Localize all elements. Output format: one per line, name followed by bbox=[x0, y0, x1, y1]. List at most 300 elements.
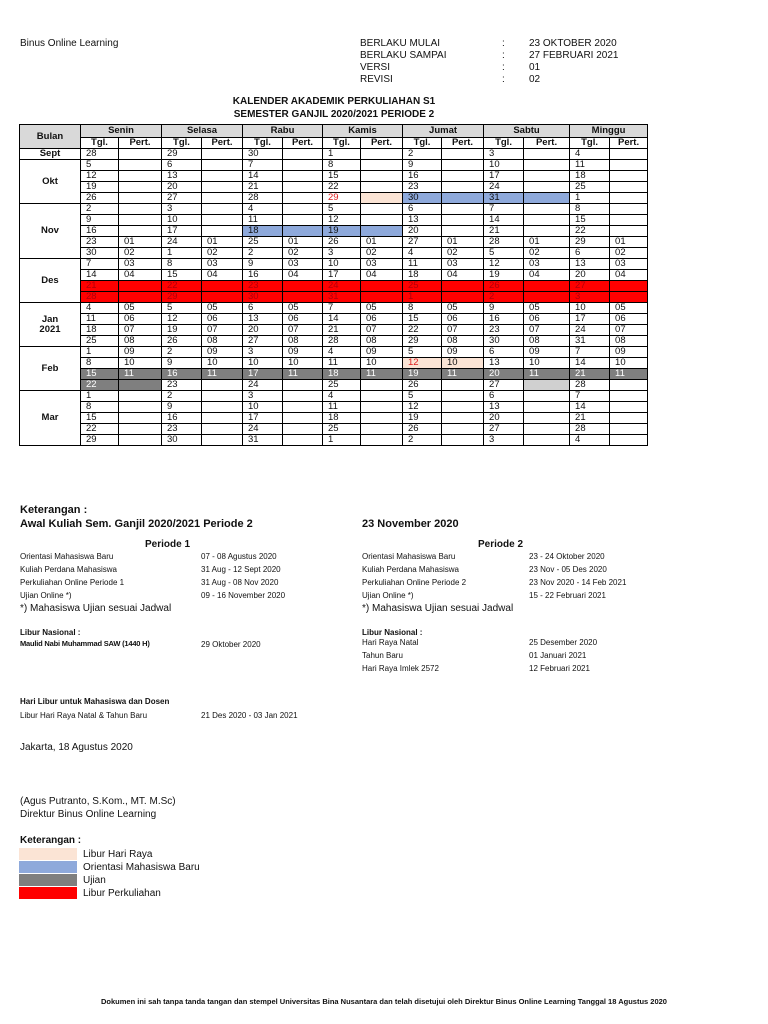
pertemuan-cell bbox=[283, 149, 323, 160]
pertemuan-cell: 07 bbox=[610, 325, 648, 336]
periode1-title: Periode 1 bbox=[145, 539, 191, 550]
pertemuan-cell bbox=[283, 204, 323, 215]
libur-nasional-2-item-label: Tahun Baru bbox=[362, 651, 403, 660]
pert-header: Pert. bbox=[283, 138, 323, 149]
pertemuan-cell bbox=[361, 380, 403, 391]
date-cell: 27 bbox=[162, 193, 202, 204]
pertemuan-cell bbox=[442, 160, 484, 171]
date-cell: 23 bbox=[243, 281, 283, 292]
periode1-item-value: 09 - 16 November 2020 bbox=[201, 591, 286, 600]
date-cell: 16 bbox=[162, 369, 202, 380]
date-cell: 26 bbox=[323, 237, 361, 248]
info-label: VERSI bbox=[360, 62, 391, 73]
day-header: Sabtu bbox=[484, 125, 570, 138]
date-cell: 4 bbox=[323, 391, 361, 402]
pertemuan-cell bbox=[283, 182, 323, 193]
pertemuan-cell bbox=[361, 413, 403, 424]
pertemuan-cell bbox=[524, 413, 570, 424]
pertemuan-cell bbox=[442, 424, 484, 435]
date-cell: 18 bbox=[323, 413, 361, 424]
info-sep: : bbox=[502, 38, 505, 49]
pertemuan-cell bbox=[119, 413, 162, 424]
date-cell: 24 bbox=[243, 424, 283, 435]
date-cell: 18 bbox=[323, 369, 361, 380]
date-cell: 19 bbox=[403, 413, 442, 424]
libur-nasional-2-item-value: 01 Januari 2021 bbox=[529, 651, 587, 660]
date-cell: 28 bbox=[484, 237, 524, 248]
pertemuan-cell bbox=[442, 292, 484, 303]
pertemuan-cell bbox=[202, 380, 243, 391]
date-cell: 11 bbox=[403, 259, 442, 270]
pertemuan-cell bbox=[283, 435, 323, 446]
pertemuan-cell: 10 bbox=[442, 358, 484, 369]
footer-note: Dokumen ini sah tanpa tanda tangan dan stempel Universitas Bina Nusantara dan telah disetujui oleh Direktur Binus Online Learning Tanggal 18 Agustus 2020 bbox=[101, 997, 667, 1006]
pertemuan-cell bbox=[361, 182, 403, 193]
pertemuan-cell bbox=[202, 149, 243, 160]
pertemuan-cell bbox=[610, 281, 648, 292]
date-cell: 17 bbox=[323, 270, 361, 281]
date-cell: 1 bbox=[323, 149, 361, 160]
pertemuan-cell bbox=[524, 149, 570, 160]
date-cell: 8 bbox=[162, 259, 202, 270]
pertemuan-cell bbox=[283, 160, 323, 171]
date-cell: 24 bbox=[323, 281, 361, 292]
pertemuan-cell: 02 bbox=[202, 248, 243, 259]
date-cell: 8 bbox=[403, 303, 442, 314]
pertemuan-cell bbox=[283, 226, 323, 237]
periode2-title: Periode 2 bbox=[478, 539, 524, 550]
date-cell: 13 bbox=[484, 358, 524, 369]
periode2-item-label: Kuliah Perdana Mahasiswa bbox=[362, 565, 459, 574]
pertemuan-cell bbox=[361, 160, 403, 171]
tgl-header: Tgl. bbox=[484, 138, 524, 149]
date-cell: 10 bbox=[484, 160, 524, 171]
month-label: Nov bbox=[20, 204, 81, 259]
date-cell: 7 bbox=[323, 303, 361, 314]
date-cell: 12 bbox=[162, 314, 202, 325]
date-cell: 27 bbox=[243, 336, 283, 347]
pertemuan-cell bbox=[442, 391, 484, 402]
pertemuan-cell: 05 bbox=[119, 303, 162, 314]
day-header: Kamis bbox=[323, 125, 403, 138]
calendar-subtitle: SEMESTER GANJIL 2020/2021 PERIODE 2 bbox=[233, 109, 435, 120]
pertemuan-cell: 06 bbox=[283, 314, 323, 325]
pertemuan-cell: 04 bbox=[361, 270, 403, 281]
date-cell: 12 bbox=[403, 358, 442, 369]
pertemuan-cell: 02 bbox=[524, 248, 570, 259]
pertemuan-cell bbox=[202, 391, 243, 402]
date-cell: 3 bbox=[243, 347, 283, 358]
date-cell: 28 bbox=[81, 149, 119, 160]
info-label: REVISI bbox=[360, 74, 393, 85]
pertemuan-cell: 03 bbox=[283, 259, 323, 270]
date-cell: 23 bbox=[484, 325, 524, 336]
pertemuan-cell bbox=[202, 215, 243, 226]
pertemuan-cell: 01 bbox=[202, 237, 243, 248]
date-cell: 29 bbox=[162, 292, 202, 303]
calendar-title: KALENDER AKADEMIK PERKULIAHAN S1 bbox=[232, 96, 436, 107]
libur-nasional-2-item-value: 12 Februari 2021 bbox=[529, 664, 590, 673]
date-cell: 26 bbox=[162, 336, 202, 347]
pertemuan-cell: 08 bbox=[202, 336, 243, 347]
pertemuan-cell bbox=[442, 204, 484, 215]
pertemuan-cell: 03 bbox=[442, 259, 484, 270]
date-cell: 12 bbox=[403, 402, 442, 413]
pertemuan-cell: 02 bbox=[119, 248, 162, 259]
date-cell: 3 bbox=[243, 391, 283, 402]
date-cell: 17 bbox=[243, 413, 283, 424]
date-cell: 21 bbox=[484, 226, 524, 237]
date-cell: 15 bbox=[162, 270, 202, 281]
date-cell: 20 bbox=[570, 270, 610, 281]
hari-libur-value: 21 Des 2020 - 03 Jan 2021 bbox=[201, 711, 298, 720]
pertemuan-cell: 04 bbox=[610, 270, 648, 281]
pertemuan-cell: 06 bbox=[610, 314, 648, 325]
pertemuan-cell bbox=[202, 413, 243, 424]
info-value: 27 FEBRUARI 2021 bbox=[529, 50, 619, 61]
pertemuan-cell: 03 bbox=[361, 259, 403, 270]
pertemuan-cell: 06 bbox=[361, 314, 403, 325]
date-cell: 8 bbox=[323, 160, 361, 171]
pertemuan-cell bbox=[202, 182, 243, 193]
date-cell: 26 bbox=[484, 281, 524, 292]
month-label: Jan 2021 bbox=[20, 303, 81, 347]
periode1-item-label: Ujian Online *) bbox=[20, 591, 72, 600]
date-cell: 30 bbox=[162, 435, 202, 446]
date-cell: 29 bbox=[323, 193, 361, 204]
pertemuan-cell: 06 bbox=[119, 314, 162, 325]
info-value: 02 bbox=[529, 74, 541, 85]
pertemuan-cell bbox=[283, 193, 323, 204]
date-cell: 9 bbox=[162, 358, 202, 369]
pertemuan-cell: 08 bbox=[119, 336, 162, 347]
date-cell: 16 bbox=[162, 413, 202, 424]
periode1-item-label: Perkuliahan Online Periode 1 bbox=[20, 578, 125, 587]
pertemuan-cell: 04 bbox=[202, 270, 243, 281]
pertemuan-cell bbox=[610, 193, 648, 204]
date-cell: 3 bbox=[484, 435, 524, 446]
info-value: 23 OKTOBER 2020 bbox=[529, 38, 617, 49]
pertemuan-cell: 01 bbox=[442, 237, 484, 248]
pertemuan-cell: 08 bbox=[442, 336, 484, 347]
tgl-header: Tgl. bbox=[403, 138, 442, 149]
pertemuan-cell bbox=[119, 281, 162, 292]
date-cell: 15 bbox=[81, 413, 119, 424]
pertemuan-cell: 10 bbox=[119, 358, 162, 369]
pertemuan-cell bbox=[202, 226, 243, 237]
pertemuan-cell bbox=[610, 380, 648, 391]
date-cell: 14 bbox=[323, 314, 361, 325]
pertemuan-cell: 02 bbox=[610, 248, 648, 259]
pertemuan-cell: 08 bbox=[283, 336, 323, 347]
tgl-header: Tgl. bbox=[570, 138, 610, 149]
date-cell: 19 bbox=[403, 369, 442, 380]
date-cell: 13 bbox=[403, 215, 442, 226]
pertemuan-cell bbox=[202, 281, 243, 292]
date-cell: 2 bbox=[243, 248, 283, 259]
pertemuan-cell bbox=[524, 435, 570, 446]
pertemuan-cell: 09 bbox=[202, 347, 243, 358]
pertemuan-cell bbox=[610, 149, 648, 160]
date-cell: 7 bbox=[570, 347, 610, 358]
date-cell: 6 bbox=[484, 391, 524, 402]
pertemuan-cell bbox=[610, 171, 648, 182]
date-cell: 27 bbox=[484, 424, 524, 435]
date-cell: 3 bbox=[323, 248, 361, 259]
pertemuan-cell: 08 bbox=[361, 336, 403, 347]
pertemuan-cell bbox=[283, 413, 323, 424]
pertemuan-cell bbox=[283, 380, 323, 391]
date-cell: 28 bbox=[81, 292, 119, 303]
date-cell: 31 bbox=[570, 336, 610, 347]
periode2-item-label: Perkuliahan Online Periode 2 bbox=[362, 578, 467, 587]
doc-info-block bbox=[360, 38, 649, 85]
date-cell: 5 bbox=[162, 303, 202, 314]
month-label: Sept bbox=[20, 149, 81, 160]
date-cell: 21 bbox=[570, 369, 610, 380]
pertemuan-cell: 09 bbox=[524, 347, 570, 358]
date-cell: 12 bbox=[484, 259, 524, 270]
pertemuan-cell bbox=[119, 193, 162, 204]
pertemuan-cell bbox=[524, 226, 570, 237]
tgl-header: Tgl. bbox=[323, 138, 361, 149]
pertemuan-cell: 01 bbox=[610, 237, 648, 248]
periode2-item-value: 23 Nov 2020 - 14 Feb 2021 bbox=[529, 578, 627, 587]
pertemuan-cell: 02 bbox=[442, 248, 484, 259]
pertemuan-cell bbox=[524, 215, 570, 226]
date-cell: 16 bbox=[243, 270, 283, 281]
date-cell: 19 bbox=[81, 182, 119, 193]
pertemuan-cell: 07 bbox=[361, 325, 403, 336]
legend-swatch-ujian bbox=[19, 874, 77, 886]
pertemuan-cell bbox=[442, 413, 484, 424]
pertemuan-cell bbox=[610, 435, 648, 446]
date-cell: 5 bbox=[403, 391, 442, 402]
periode1-item-value: 07 - 08 Agustus 2020 bbox=[201, 552, 277, 561]
pertemuan-cell bbox=[524, 281, 570, 292]
date-cell: 20 bbox=[484, 369, 524, 380]
pertemuan-cell: 03 bbox=[119, 259, 162, 270]
pertemuan-cell: 04 bbox=[442, 270, 484, 281]
date-cell: 10 bbox=[570, 303, 610, 314]
legend-swatch-orientasi bbox=[19, 861, 77, 873]
pertemuan-cell bbox=[283, 391, 323, 402]
date-cell: 24 bbox=[570, 325, 610, 336]
pertemuan-cell: 01 bbox=[361, 237, 403, 248]
date-cell: 2 bbox=[162, 391, 202, 402]
legend-swatch-libur-hari-raya bbox=[19, 848, 77, 860]
pertemuan-cell bbox=[524, 204, 570, 215]
date-cell: 24 bbox=[162, 237, 202, 248]
pertemuan-cell bbox=[202, 204, 243, 215]
date-cell: 8 bbox=[81, 402, 119, 413]
pertemuan-cell: 11 bbox=[202, 369, 243, 380]
date-cell: 15 bbox=[403, 314, 442, 325]
pertemuan-cell bbox=[283, 424, 323, 435]
date-cell: 17 bbox=[162, 226, 202, 237]
date-cell: 6 bbox=[403, 204, 442, 215]
pertemuan-cell bbox=[119, 435, 162, 446]
date-cell: 10 bbox=[162, 215, 202, 226]
pertemuan-cell bbox=[361, 281, 403, 292]
tgl-header: Tgl. bbox=[162, 138, 202, 149]
libur-nasional-1-title: Libur Nasional : bbox=[20, 628, 81, 637]
pertemuan-cell bbox=[119, 160, 162, 171]
date-cell: 1 bbox=[403, 292, 442, 303]
date-cell: 20 bbox=[162, 182, 202, 193]
date-cell: 30 bbox=[243, 292, 283, 303]
pertemuan-cell bbox=[610, 226, 648, 237]
month-label: Okt bbox=[20, 160, 81, 204]
pertemuan-cell bbox=[442, 193, 484, 204]
pertemuan-cell: 11 bbox=[119, 369, 162, 380]
date-cell: 10 bbox=[323, 259, 361, 270]
date-cell: 26 bbox=[403, 424, 442, 435]
tgl-header: Tgl. bbox=[81, 138, 119, 149]
pertemuan-cell bbox=[283, 292, 323, 303]
pertemuan-cell bbox=[610, 160, 648, 171]
pertemuan-cell bbox=[361, 424, 403, 435]
date-cell: 24 bbox=[243, 380, 283, 391]
date-cell: 23 bbox=[162, 380, 202, 391]
date-cell: 30 bbox=[81, 248, 119, 259]
date-cell: 29 bbox=[570, 237, 610, 248]
date-cell: 11 bbox=[81, 314, 119, 325]
date-cell: 30 bbox=[403, 193, 442, 204]
date-cell: 10 bbox=[243, 402, 283, 413]
pertemuan-cell: 07 bbox=[442, 325, 484, 336]
pert-header: Pert. bbox=[361, 138, 403, 149]
date-cell: 22 bbox=[323, 182, 361, 193]
pertemuan-cell bbox=[361, 171, 403, 182]
date-cell: 23 bbox=[403, 182, 442, 193]
date-cell: 1 bbox=[81, 347, 119, 358]
date-cell: 21 bbox=[243, 182, 283, 193]
date-cell: 19 bbox=[484, 270, 524, 281]
date-cell: 29 bbox=[403, 336, 442, 347]
pertemuan-cell: 11 bbox=[524, 369, 570, 380]
pertemuan-cell bbox=[524, 424, 570, 435]
pertemuan-cell bbox=[442, 380, 484, 391]
date-cell: 9 bbox=[162, 402, 202, 413]
date-cell: 11 bbox=[323, 402, 361, 413]
date-cell: 28 bbox=[570, 380, 610, 391]
pertemuan-cell bbox=[442, 171, 484, 182]
legend-label: Ujian bbox=[83, 874, 106, 886]
date-cell: 23 bbox=[81, 237, 119, 248]
pert-header: Pert. bbox=[524, 138, 570, 149]
pertemuan-cell bbox=[202, 402, 243, 413]
pertemuan-cell: 11 bbox=[283, 369, 323, 380]
date-cell: 18 bbox=[403, 270, 442, 281]
pertemuan-cell: 05 bbox=[283, 303, 323, 314]
pertemuan-cell: 05 bbox=[202, 303, 243, 314]
pertemuan-cell: 08 bbox=[610, 336, 648, 347]
pertemuan-cell: 07 bbox=[202, 325, 243, 336]
date-cell: 5 bbox=[484, 248, 524, 259]
libur-nasional-2-item-label: Hari Raya Imlek 2572 bbox=[362, 664, 439, 673]
pertemuan-cell bbox=[119, 149, 162, 160]
date-cell: 7 bbox=[484, 204, 524, 215]
pertemuan-cell: 05 bbox=[442, 303, 484, 314]
org-name: Binus Online Learning bbox=[20, 38, 119, 49]
legend-label: Libur Perkuliahan bbox=[83, 887, 161, 899]
awal-kuliah-date: 23 November 2020 bbox=[362, 518, 459, 530]
info-sep: : bbox=[502, 74, 505, 85]
periode2-list bbox=[362, 552, 662, 600]
date-cell: 28 bbox=[570, 424, 610, 435]
pertemuan-cell bbox=[202, 424, 243, 435]
libur-nasional-2-item-label: Hari Raya Natal bbox=[362, 638, 419, 647]
pertemuan-cell: 03 bbox=[610, 259, 648, 270]
pert-header: Pert. bbox=[442, 138, 484, 149]
info-label: BERLAKU MULAI bbox=[360, 38, 441, 49]
date-cell: 29 bbox=[81, 435, 119, 446]
date-cell: 7 bbox=[570, 391, 610, 402]
date-cell: 11 bbox=[323, 358, 361, 369]
pertemuan-cell bbox=[361, 391, 403, 402]
pertemuan-cell: 01 bbox=[119, 237, 162, 248]
pertemuan-cell: 10 bbox=[361, 358, 403, 369]
date-cell: 21 bbox=[570, 413, 610, 424]
date-cell: 9 bbox=[243, 259, 283, 270]
legend-swatch-libur-perkuliahan bbox=[19, 887, 77, 899]
date-cell: 8 bbox=[570, 204, 610, 215]
pertemuan-cell: 03 bbox=[202, 259, 243, 270]
date-cell: 19 bbox=[323, 226, 361, 237]
day-header: Minggu bbox=[570, 125, 648, 138]
date-cell: 7 bbox=[81, 259, 119, 270]
periode2-item-value: 23 - 24 Oktober 2020 bbox=[529, 552, 605, 561]
date-cell: 29 bbox=[162, 149, 202, 160]
pertemuan-cell: 07 bbox=[283, 325, 323, 336]
date-cell: 3 bbox=[484, 149, 524, 160]
pertemuan-cell bbox=[442, 281, 484, 292]
date-cell: 2 bbox=[81, 204, 119, 215]
date-cell: 14 bbox=[81, 270, 119, 281]
pertemuan-cell bbox=[524, 182, 570, 193]
pertemuan-cell bbox=[119, 391, 162, 402]
pertemuan-cell bbox=[442, 182, 484, 193]
pertemuan-cell bbox=[202, 171, 243, 182]
pertemuan-cell bbox=[442, 215, 484, 226]
day-header: Jumat bbox=[403, 125, 484, 138]
pertemuan-cell bbox=[442, 149, 484, 160]
pertemuan-cell: 07 bbox=[119, 325, 162, 336]
pertemuan-cell bbox=[119, 204, 162, 215]
pertemuan-cell: 05 bbox=[610, 303, 648, 314]
pertemuan-cell bbox=[119, 380, 162, 391]
date-cell: 11 bbox=[243, 215, 283, 226]
date-cell: 25 bbox=[403, 281, 442, 292]
day-header: Rabu bbox=[243, 125, 323, 138]
date-cell: 14 bbox=[570, 358, 610, 369]
pertemuan-cell bbox=[524, 171, 570, 182]
signature-position: Direktur Binus Online Learning bbox=[20, 809, 157, 820]
date-cell: 13 bbox=[570, 259, 610, 270]
date-cell: 7 bbox=[243, 160, 283, 171]
signature-name: (Agus Putranto, S.Kom., MT. M.Sc) bbox=[20, 796, 176, 807]
libur-nasional-1-item-value: 29 Oktober 2020 bbox=[201, 640, 261, 649]
date-cell: 30 bbox=[243, 149, 283, 160]
date-cell: 20 bbox=[243, 325, 283, 336]
date-cell: 18 bbox=[243, 226, 283, 237]
date-cell: 6 bbox=[570, 248, 610, 259]
date-cell: 13 bbox=[243, 314, 283, 325]
pertemuan-cell bbox=[283, 281, 323, 292]
pertemuan-cell: 08 bbox=[524, 336, 570, 347]
pertemuan-cell bbox=[361, 193, 403, 204]
